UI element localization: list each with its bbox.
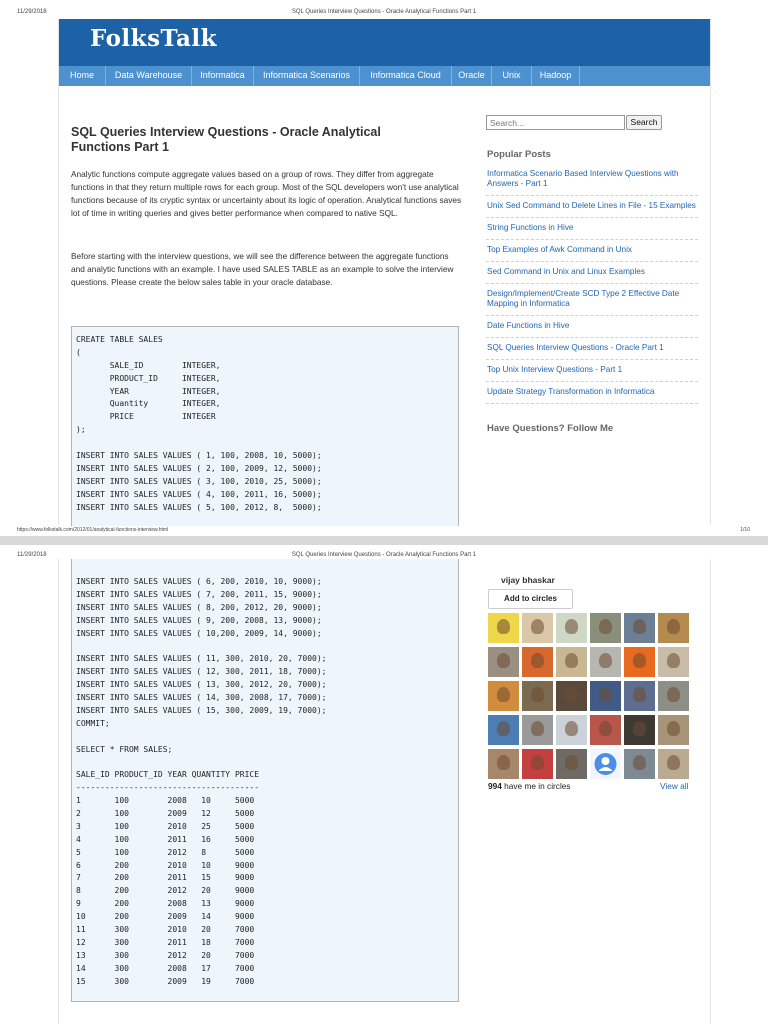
avatar[interactable] [488,647,519,677]
avatar[interactable] [488,749,519,779]
default-avatar-icon[interactable] [590,749,621,779]
popular-post-link[interactable]: Top Unix Interview Questions - Part 1 [486,365,698,382]
print-doc-title: SQL Queries Interview Questions - Oracle Analytical Functions Part 1 [291,552,477,558]
code-line: 15 300 2009 19 7000 [76,976,255,986]
nav-item-home[interactable]: Home [59,66,106,86]
add-to-circles-button[interactable]: Add to circles [488,589,573,609]
avatar[interactable] [658,647,689,677]
search-button[interactable]: Search [626,115,662,130]
code-line: INSERT INTO SALES VALUES ( 10,200, 2009, 14, 9000); [76,628,322,638]
code-line: INSERT INTO SALES VALUES ( 3, 100, 2010, 25, 5000); [76,476,322,486]
avatar[interactable] [590,681,621,711]
avatar[interactable] [590,715,621,745]
code-line: SELECT * FROM SALES; [76,744,173,754]
avatar[interactable] [522,647,553,677]
code-line: INSERT INTO SALES VALUES ( 13, 300, 2012, 20, 7000); [76,680,327,690]
code-line: CREATE TABLE SALES [76,335,163,344]
code-line: 10 200 2009 14 9000 [76,912,255,922]
follower-avatars [488,613,692,783]
code-line: INSERT INTO SALES VALUES ( 14, 300, 2008, 17, 7000); [76,693,327,703]
code-line: INSERT INTO SALES VALUES ( 9, 200, 2008, 13, 9000); [76,615,322,625]
circle-count [488,781,571,791]
popular-post-link[interactable]: Sed Command in Unix and Linux Examples [486,267,698,284]
nav-item-data-warehouse[interactable]: Data Warehouse [106,66,192,86]
code-line: 13 300 2012 20 7000 [76,950,255,960]
post-title: SQL Queries Interview Questions - Oracle Analytical Functions Part 1 [71,125,381,154]
code-line [76,756,458,769]
code-block [71,326,459,526]
post-paragraph: Analytic functions compute aggregate values based on a group of rows. They differ from aggregate functions in that they return multiple rows for each group. Most of the SQL developers won't use analytical functions because of its cryptic syntax or uncertainty about its logic of operation. Analytical functions saves lot of time in writing queries and gives better performance when compared to native SQL. [71,169,462,218]
avatar[interactable] [556,749,587,779]
popular-post-link[interactable]: Informatica Scenario Based Interview Questions with Answers - Part 1 [486,169,698,196]
avatar[interactable] [488,715,519,745]
code-line: 3 100 2010 25 5000 [76,821,255,831]
avatar[interactable] [556,681,587,711]
avatar[interactable] [556,715,587,745]
avatar[interactable] [590,613,621,643]
code-line: 4 100 2011 16 5000 [76,834,255,844]
print-page-number: 1/10 [740,527,750,533]
code-line: INSERT INTO SALES VALUES ( 8, 200, 2012, 20, 9000); [76,602,322,612]
follow-heading: Have Questions? Follow Me [487,423,614,434]
nav-item-informatica-scenarios[interactable]: Informatica Scenarios [254,66,360,86]
code-line: 9 200 2008 13 9000 [76,899,255,909]
sidebar [486,19,700,525]
code-line: -------------------------------------- [76,783,260,793]
search-input[interactable] [486,115,625,130]
code-line: 7 200 2011 15 9000 [76,873,255,883]
nav-item-hadoop[interactable]: Hadoop [532,66,580,86]
popular-post-link[interactable]: Update Strategy Transformation in Informatica [486,387,698,404]
code-line [76,640,458,653]
code-line: Quantity INTEGER, [76,399,221,409]
print-date: 11/29/2018 [17,9,47,15]
avatar[interactable] [522,613,553,643]
code-line: 2 100 2009 12 5000 [76,809,255,819]
avatar[interactable] [522,749,553,779]
code-line: SALE_ID INTEGER, [76,360,221,370]
print-date: 11/29/2018 [17,552,47,558]
code-line: 14 300 2008 17 7000 [76,963,255,973]
code-line: PRICE INTEGER [76,412,216,422]
code-line: 12 300 2011 18 7000 [76,937,255,947]
code-line: 8 200 2012 20 9000 [76,886,255,896]
avatar[interactable] [556,613,587,643]
code-line: INSERT INTO SALES VALUES ( 6, 200, 2010, 10, 9000); [76,577,322,586]
page-frame [58,19,711,525]
code-line: INSERT INTO SALES VALUES ( 15, 300, 2009, 19, 7000); [76,705,327,715]
code-line: 11 300 2010 20 7000 [76,925,255,935]
popular-post-link[interactable]: Unix Sed Command to Delete Lines in File - 15 Examples [486,201,698,218]
print-page-2 [0,545,768,1024]
post-paragraph: Before starting with the interview questions, we will see the difference between the aggregate functions and analytic functions with an example. I have used SALES TABLE as an example to solve the interview questions. Please create the below sales table in your oracle database. [71,251,454,287]
code-line: INSERT INTO SALES VALUES ( 11, 300, 2010, 20, 7000); [76,654,327,664]
avatar[interactable] [658,715,689,745]
popular-post-link[interactable]: Top Examples of Awk Command in Unix [486,245,698,262]
print-header [0,9,768,19]
print-footer [0,527,768,535]
code-line: INSERT INTO SALES VALUES ( 5, 100, 2012, 8, 5000); [76,502,322,512]
popular-posts-list [486,169,698,409]
nav-item-oracle[interactable]: Oracle [452,66,492,86]
code-line: ); [76,425,86,435]
page-frame [58,559,711,1024]
avatar[interactable] [488,681,519,711]
code-line: COMMIT; [76,718,110,728]
code-line: ( [76,347,81,357]
code-line: INSERT INTO SALES VALUES ( 4, 100, 2011, 16, 5000); [76,489,322,499]
code-line: INSERT INTO SALES VALUES ( 7, 200, 2011, 15, 9000); [76,589,322,599]
nav-item-informatica-cloud[interactable]: Informatica Cloud [360,66,452,86]
avatar[interactable] [624,715,655,745]
popular-post-link[interactable]: Design/Implement/Create SCD Type 2 Effective Date Mapping in Informatica [486,289,698,316]
code-line: PRODUCT_ID INTEGER, [76,373,221,383]
avatar[interactable] [522,715,553,745]
avatar[interactable] [556,647,587,677]
avatar[interactable] [488,613,519,643]
code-line: 6 200 2010 10 9000 [76,860,255,870]
circle-count-number: 994 [488,781,502,791]
code-line: INSERT INTO SALES VALUES ( 1, 100, 2008, 10, 5000); [76,451,322,461]
avatar[interactable] [522,681,553,711]
code-line [76,731,458,744]
code-line: 5 100 2012 8 5000 [76,847,255,857]
circle-count-label: have me in circles [501,781,571,791]
print-doc-title: SQL Queries Interview Questions - Oracle Analytical Functions Part 1 [291,9,477,15]
person-icon [590,749,621,779]
avatar[interactable] [590,647,621,677]
avatar[interactable] [624,613,655,643]
avatar[interactable] [624,647,655,677]
profile-name[interactable]: vijay bhaskar [501,575,555,585]
code-line: YEAR INTEGER, [76,386,221,396]
avatar[interactable] [658,613,689,643]
code-line: INSERT INTO SALES VALUES ( 12, 300, 2011, 18, 7000); [76,667,327,677]
code-block [71,559,459,1002]
popular-post-link[interactable]: Date Functions in Hive [486,321,698,338]
view-all-link[interactable]: View all [660,781,689,791]
avatar[interactable] [658,749,689,779]
nav-item-unix[interactable]: Unix [492,66,532,86]
avatar[interactable] [658,681,689,711]
nav-item-informatica[interactable]: Informatica [192,66,254,86]
avatar[interactable] [624,681,655,711]
page-gap [0,536,768,545]
popular-post-link[interactable]: String Functions in Hive [486,223,698,240]
code-line: INSERT INTO SALES VALUES ( 2, 100, 2009, 12, 5000); [76,463,322,473]
code-line: SALE_ID PRODUCT_ID YEAR QUANTITY PRICE [76,770,260,780]
popular-posts-heading: Popular Posts [487,149,551,160]
code-line: 1 100 2008 10 5000 [76,796,255,806]
code-line [76,437,458,450]
print-url: https://www.folkstalk.com/2012/01/analytical-functions-interview.html [17,527,169,533]
avatar[interactable] [624,749,655,779]
popular-post-link[interactable]: SQL Queries Interview Questions - Oracle Part 1 [486,343,698,360]
site-logo[interactable]: FolksTalk [90,25,218,52]
